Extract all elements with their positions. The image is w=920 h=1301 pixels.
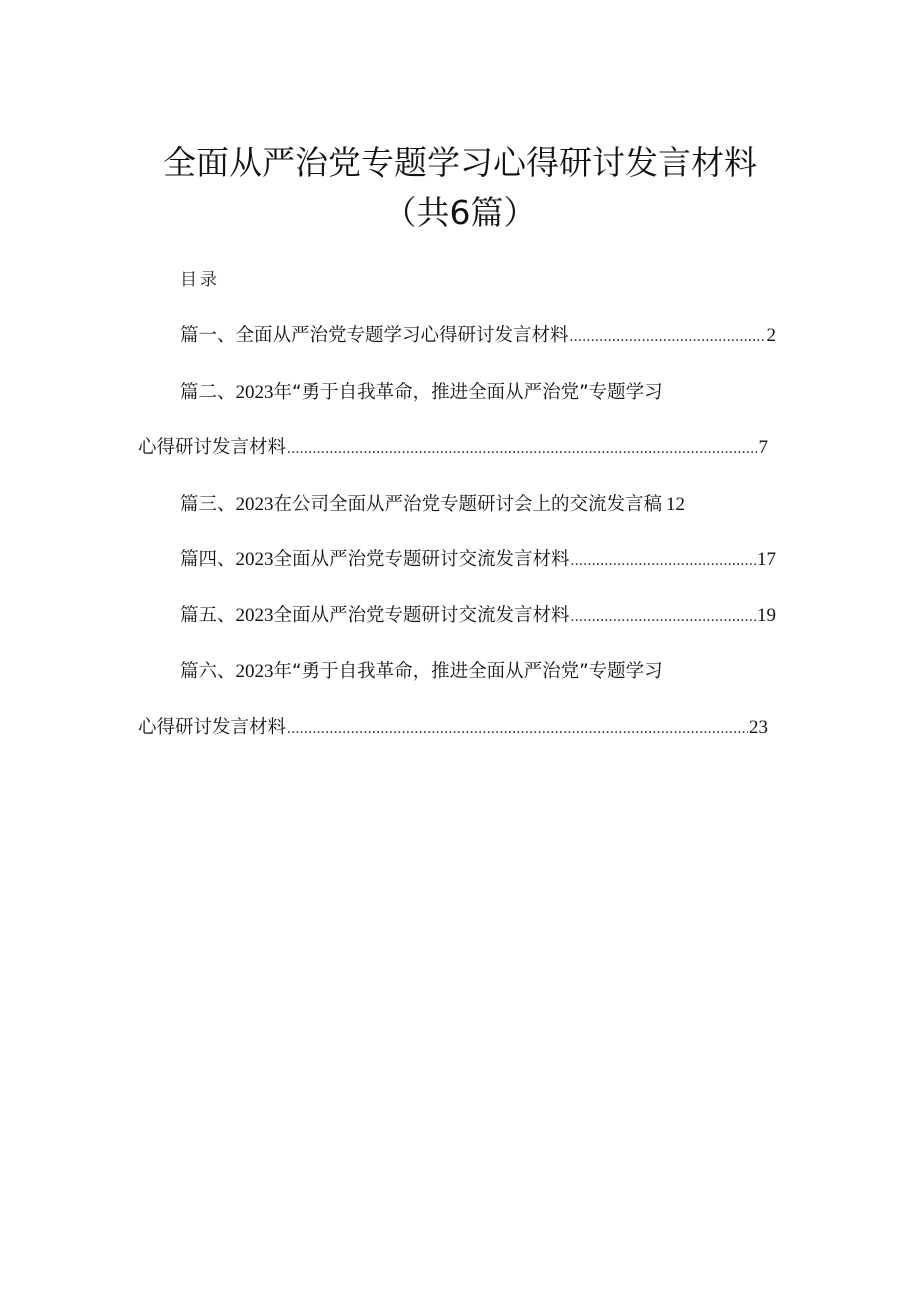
toc-entry-prefix: 篇六、 — [180, 661, 236, 682]
toc-dot-leader — [287, 722, 748, 737]
toc-entry-year: 2023 — [235, 661, 274, 682]
toc-dot-leader — [571, 554, 756, 569]
toc-dot-leader — [571, 610, 756, 625]
toc-entry-year: 2023 — [235, 382, 274, 403]
toc-page-number: 2 — [766, 325, 776, 346]
toc-entry-5[interactable] — [180, 606, 776, 626]
toc-entry-6[interactable] — [180, 662, 663, 682]
toc-entry-prefix: 篇五、 — [180, 605, 236, 626]
toc-entry-4[interactable] — [180, 550, 776, 570]
toc-entry-title: 全面从严治党专题研讨交流发言材料 — [273, 605, 570, 626]
toc-entry-title: 年“勇于自我革命，推进全面从严治党”专题学习 — [273, 661, 663, 682]
toc-entry-6-continuation[interactable] — [138, 718, 768, 738]
toc-entry-prefix: 篇二、 — [180, 382, 236, 403]
toc-entry-title: 年“勇于自我革命，推进全面从严治党”专题学习 — [273, 382, 663, 403]
toc-page-number: 7 — [758, 437, 768, 458]
toc-entry-prefix: 篇一、 — [180, 325, 236, 346]
toc-entry-year: 2023 — [235, 494, 274, 515]
toc-entry-prefix: 篇四、 — [180, 549, 236, 570]
toc-heading: 目录 — [180, 270, 220, 290]
toc-entry-3[interactable] — [180, 495, 685, 515]
toc-entry-title: 全面从严治党专题研讨交流发言材料 — [273, 549, 570, 570]
document-subtitle: （共6篇） — [383, 193, 537, 232]
document-title: 全面从严治党专题学习心得研讨发言材料 — [163, 143, 757, 182]
toc-entry-title-continuation: 心得研讨发言材料 — [138, 717, 287, 738]
toc-dot-leader — [570, 330, 766, 345]
toc-entry-title: 在公司全面从严治党专题研讨会上的交流发言稿 — [273, 494, 663, 515]
toc-page-number: 17 — [757, 549, 776, 570]
toc-entry-1[interactable] — [180, 326, 776, 346]
toc-entry-prefix: 篇三、 — [180, 494, 236, 515]
toc-entry-year: 2023 — [235, 549, 274, 570]
toc-page-number: 23 — [749, 717, 768, 738]
toc-entry-2-continuation[interactable] — [138, 438, 768, 458]
toc-page-number: 19 — [757, 605, 776, 626]
toc-dot-leader — [287, 442, 757, 457]
toc-entry-title-continuation: 心得研讨发言材料 — [138, 437, 287, 458]
toc-page-number: 12 — [666, 494, 686, 515]
toc-entry-year: 2023 — [235, 605, 274, 626]
toc-entry-title: 全面从严治党专题学习心得研讨发言材料 — [235, 325, 569, 346]
toc-entry-2[interactable] — [180, 383, 663, 403]
